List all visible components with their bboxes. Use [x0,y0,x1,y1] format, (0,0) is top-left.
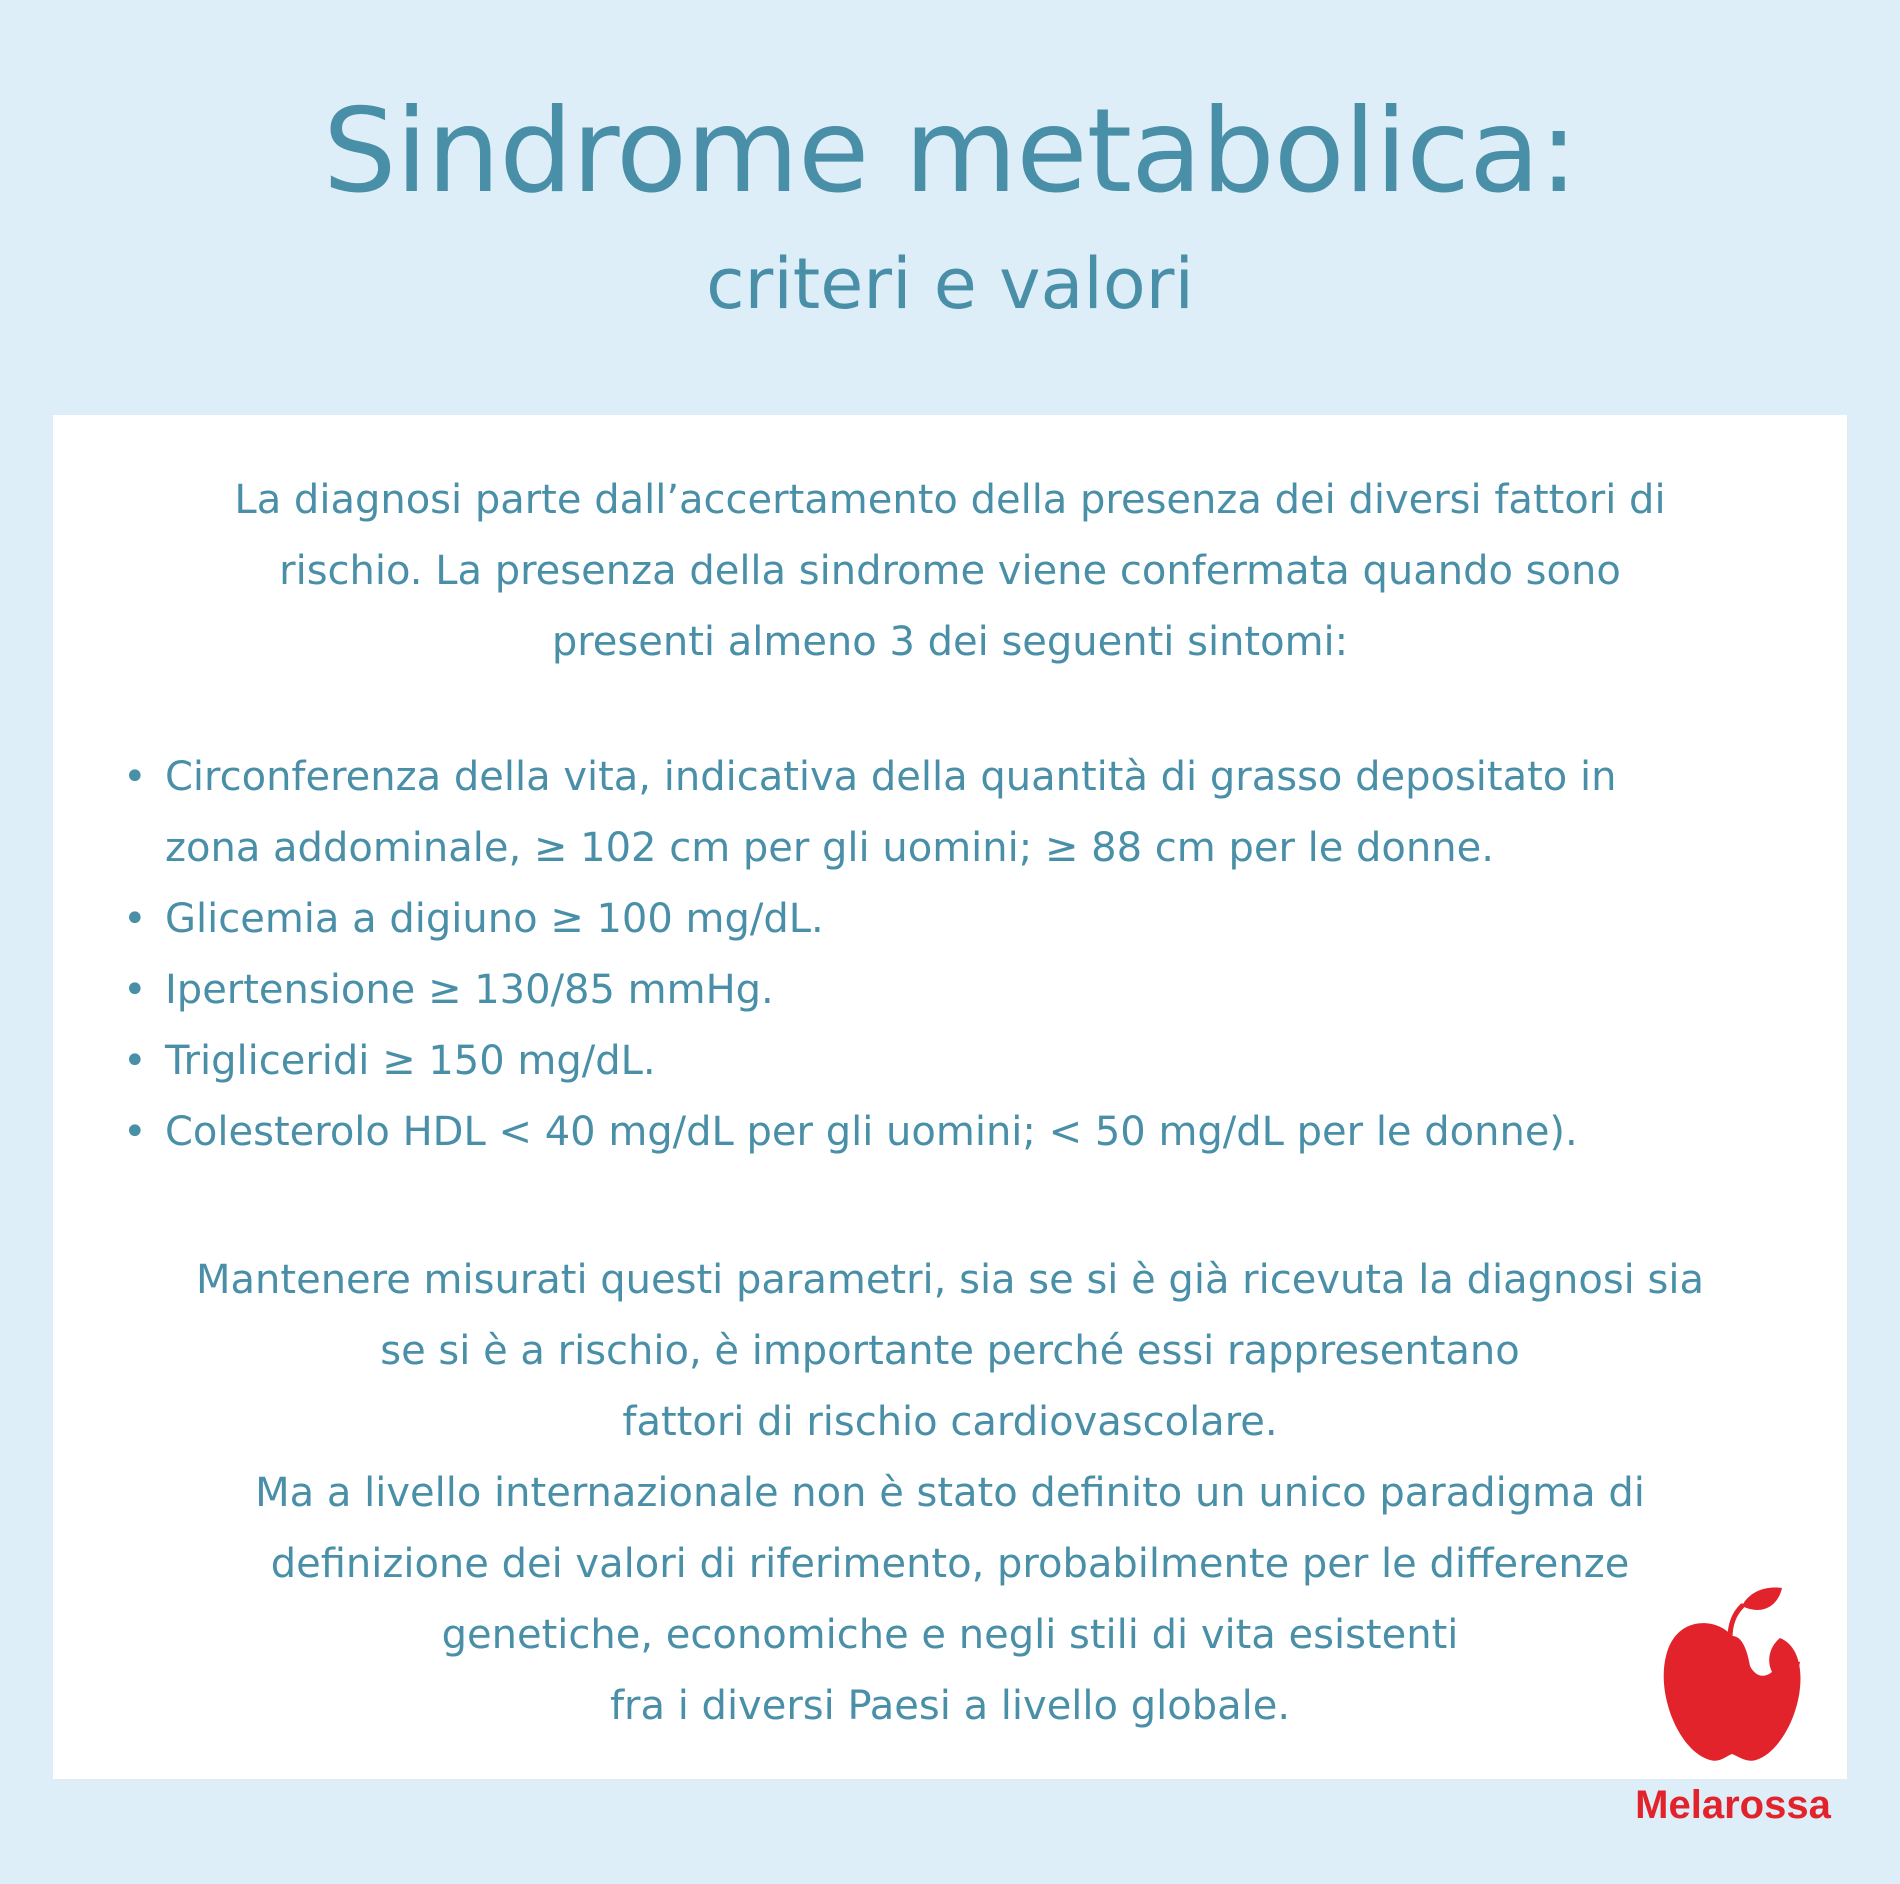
brand-name: Melarossa [1635,1783,1831,1827]
criteria-item-waist [123,742,1823,884]
criteria-item-glycemia [123,884,1823,955]
closing-line: se si è a rischio, è importante perché essi rappresentano [380,1328,1520,1374]
criteria-item-triglycerides [123,1026,1823,1097]
criteria-line: • Trigliceridi ≥ 150 mg/dL. [165,1038,656,1084]
page-subtitle: criteri e valori [706,243,1194,325]
intro-paragraph [53,465,1847,678]
brand-logo [1618,1584,1848,1828]
closing-line: fra i diversi Paesi a livello globale. [609,1683,1291,1729]
intro-line: rischio. La presenza della sindrome viene confermata quando sono [279,548,1621,594]
intro-line: presenti almeno 3 dei seguenti sintomi: [551,619,1349,665]
closing-line: definizione dei valori di riferimento, probabilmente per le differenze [270,1541,1630,1587]
apple-logo-icon [1658,1584,1808,1764]
closing-line: Ma a livello internazionale non è stato definito un unico paradigma di [255,1470,1645,1516]
criteria-item-hypertension [123,955,1823,1026]
criteria-line: • Circonferenza della vita, indicativa della quantità di grasso depositato in [165,754,1617,800]
closing-line: Mantenere misurati questi parametri, sia se si è già ricevuta la diagnosi sia [196,1257,1704,1303]
criteria-line: • Glicemia a digiuno ≥ 100 mg/dL. [165,896,824,942]
criteria-line: • Colesterolo HDL < 40 mg/dL per gli uomini; < 50 mg/dL per le donne). [165,1109,1578,1155]
content-card [53,415,1847,1779]
closing-line: genetiche, economiche e negli stili di vita esistenti [441,1612,1459,1658]
closing-line: fattori di rischio cardiovascolare. [622,1399,1278,1445]
criteria-item-hdl-cholesterol [123,1097,1823,1168]
criteria-line: zona addominale, ≥ 102 cm per gli uomini; ≥ 88 cm per le donne. [165,825,1494,871]
closing-paragraph [53,1245,1847,1742]
criteria-list [123,742,1823,1168]
page-title: Sindrome metabolica: [322,84,1578,219]
criteria-line: • Ipertensione ≥ 130/85 mmHg. [165,967,774,1013]
intro-line: La diagnosi parte dall’accertamento della presenza dei diversi fattori di [234,477,1666,523]
